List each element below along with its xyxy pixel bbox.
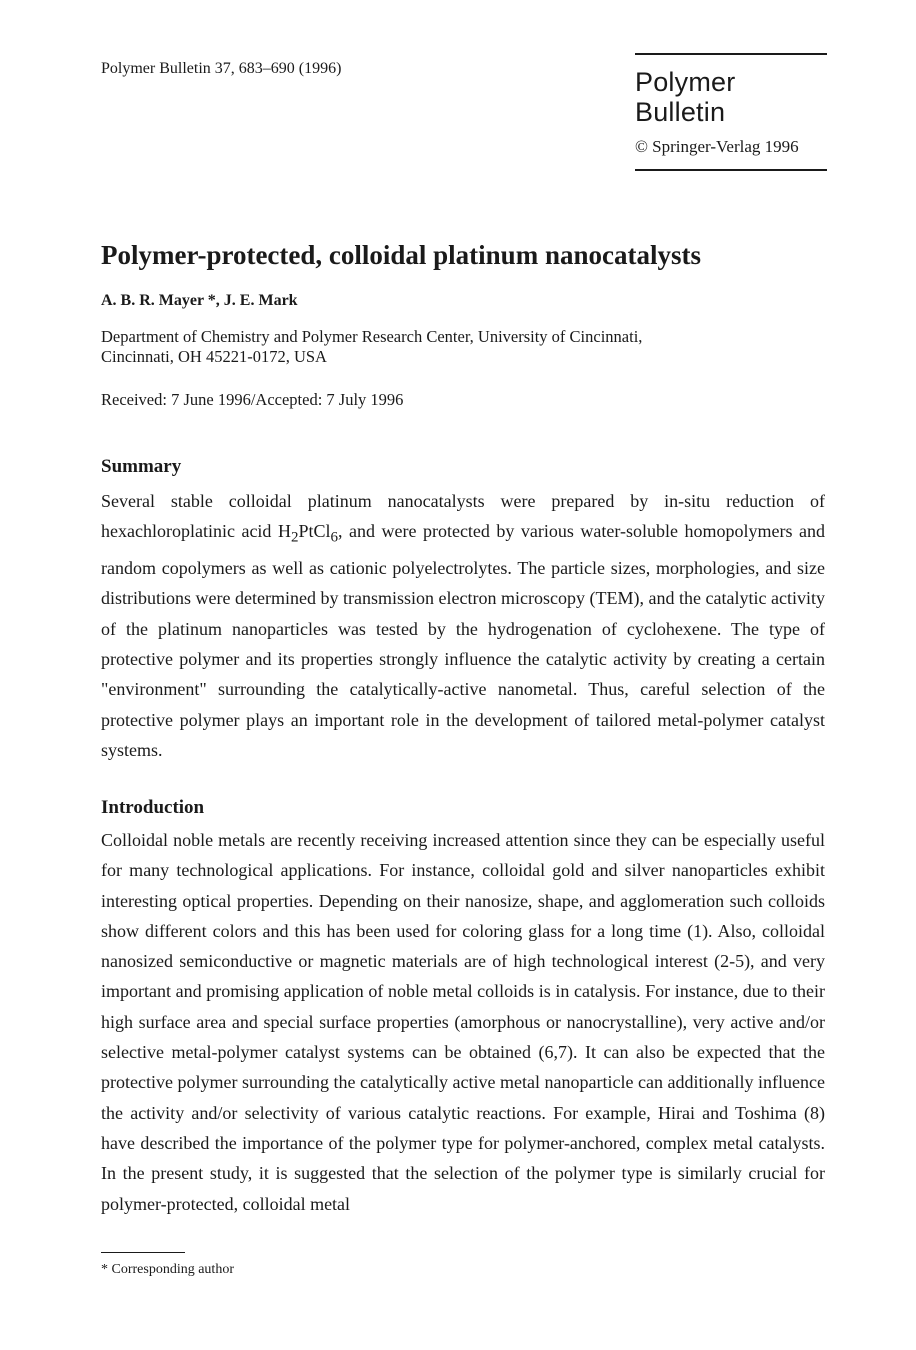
introduction-heading: Introduction: [101, 797, 205, 818]
received-dates: Received: 7 June 1996/Accepted: 7 July 1996: [101, 390, 404, 409]
journal-name: Polymer Bulletin: [635, 67, 736, 127]
masthead-bottom-rule: [635, 169, 827, 171]
affiliation-line-1: Department of Chemistry and Polymer Research Center, University of Cincinnati,: [101, 327, 643, 346]
summary-text-start: Several stable colloidal platinum nanocatalysts were prepared by in-situ reduction of hexachloroplatinic acid: [101, 491, 825, 542]
masthead-top-rule: [635, 53, 827, 55]
footnote-rule: [101, 1252, 185, 1253]
footnote: * Corresponding author: [101, 1262, 234, 1277]
summary-heading: Summary: [101, 456, 182, 477]
journal-citation: Polymer Bulletin 37, 683–690 (1996): [101, 60, 342, 77]
summary-paragraph: [101, 486, 825, 765]
chemical-formula: $H_2PtCl_6$: [277, 521, 338, 546]
copyright-notice: © Springer-Verlag 1996: [635, 137, 799, 156]
affiliation-line-2: Cincinnati, OH 45221-0172, USA: [101, 347, 327, 366]
introduction-paragraph: Colloidal noble metals are recently receiving increased attention since they can be especially useful for many technological applications. For instance, colloidal gold and silver nanoparticles exhibit interesting optical properties. Depending on their nanosize, shape, and agglomeration such colloids show different colors and this has been used for coloring glass for a long time (1). Also, colloidal nanosized semiconductive or magnetic materials are of high technological interest (2-5), and very important and promising application of noble metal colloids is in catalysis. For instance, due to their high surface area and special surface properties (amorphous or nanocrystalline), very active and/or selective metal-polymer catalyst systems can be obtained (6,7). It can also be expected that the protective polymer surrounding the catalytically active metal nanoparticle can additionally influence the activity and/or selectivity of various catalytic reactions. For example, Hirai and Toshima (8) have described the importance of the polymer type for polymer-anchored, complex metal catalysts. In the present study, it is suggested that the selection of the polymer type is similarly crucial for polymer-protected, colloidal metal: [101, 830, 825, 1214]
paper-title: Polymer-protected, colloidal platinum nanocatalysts: [101, 240, 701, 270]
summary-text-end: , and were protected by various water-soluble homopolymers and random copolymers as well as cationic polyelectrolytes. The particle sizes, morphologies, and size distributions were determined by transmission electron microscopy (TEM), and the catalytic activity of the platinum nanoparticles was tested by the hydrogenation of cyclohexene. The type of protective polymer and its properties strongly influence the catalytic activity by creating a certain "environment" surrounding the catalytically-active nanometal. Thus, careful selection of the protective polymer plays an important role in the development of tailored metal-polymer catalyst systems.: [101, 521, 826, 760]
journal-masthead: [635, 53, 827, 171]
author-list: A. B. R. Mayer *, J. E. Mark: [101, 292, 298, 309]
affiliation: [101, 327, 642, 367]
